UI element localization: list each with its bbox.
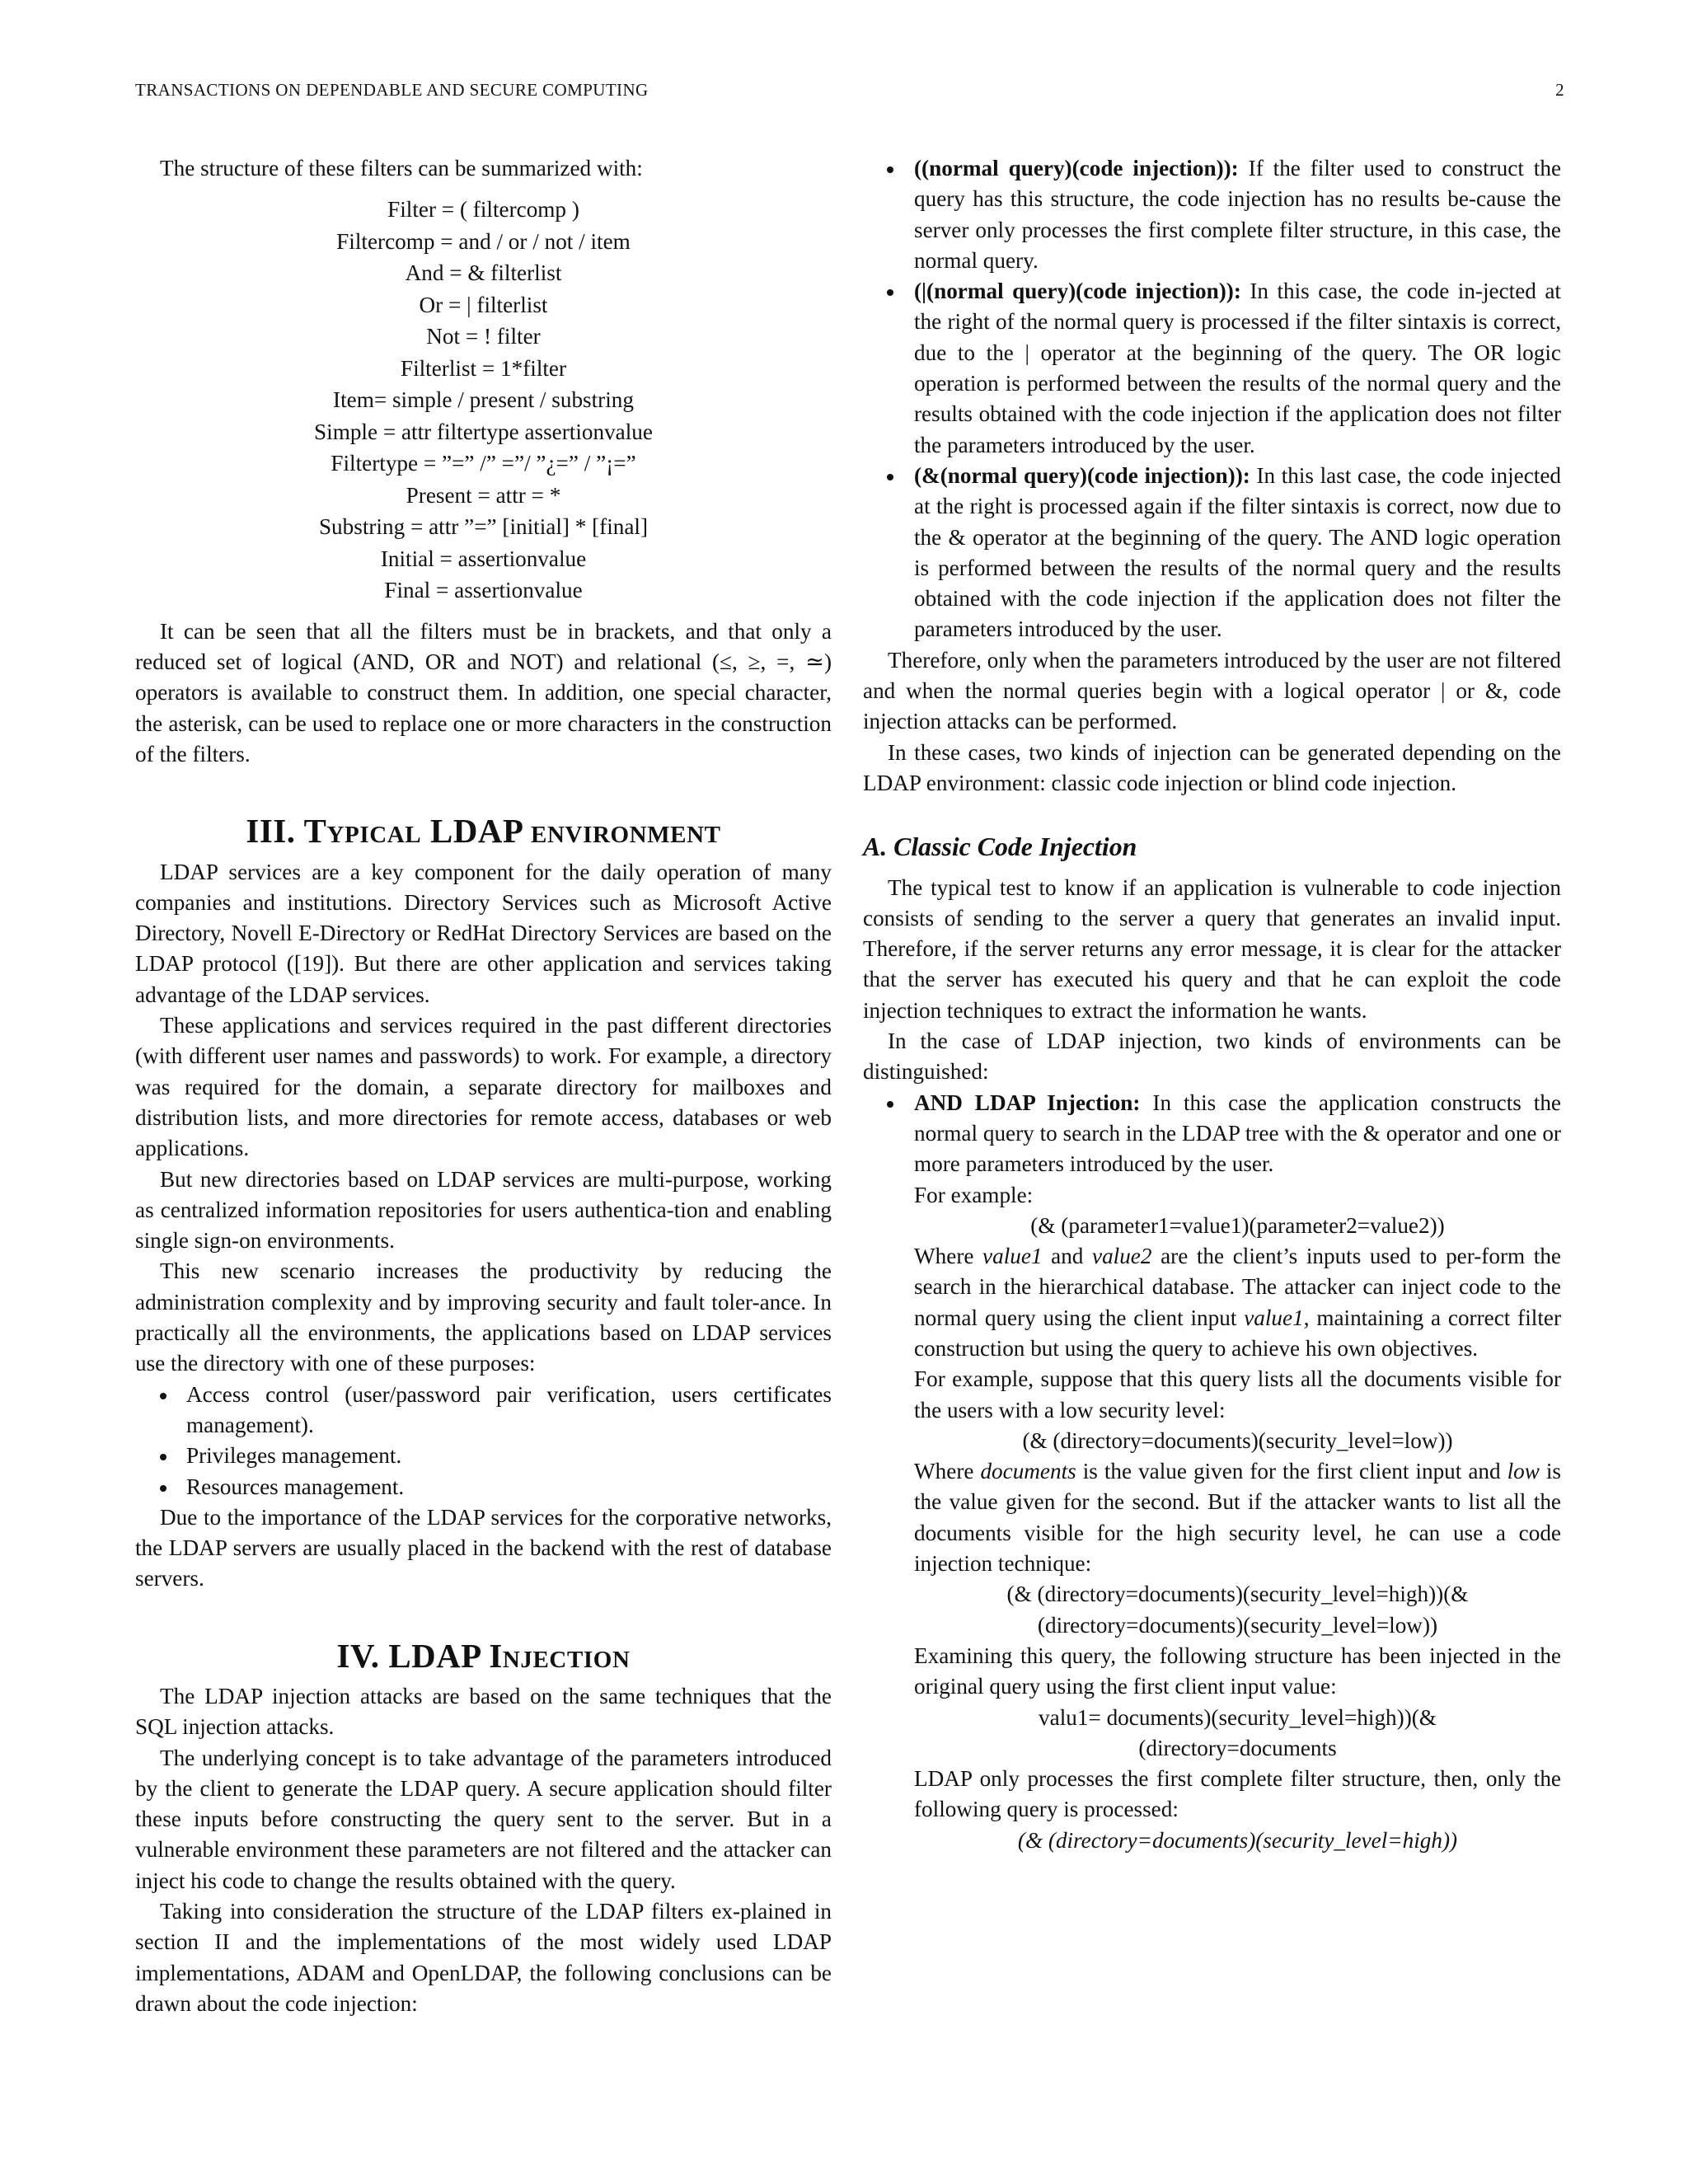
grammar-line: Not = ! filter xyxy=(426,324,541,349)
paragraph: These applications and services required in the past different directories (with different user names and passwords) to work. For example, a directory was required for the domain, a separate directory for mailboxes and distribution lists, and more directories for remote access, databases or web applications. xyxy=(135,1013,832,1161)
bullet-icon xyxy=(160,1393,166,1399)
list-item: (&(normal query)(code injection)): In this last case, the code injected at the right is processed again if the filter sintaxis is correct, now due to the & operator at the beginning of the query. The AND logic operation is performed between the results of the normal query and the results obtained with the code injection if the application does not filter the parameters introduced by the user. xyxy=(863,461,1561,645)
bullet-icon xyxy=(160,1485,166,1492)
paragraph: Therefore, only when the parameters introduced by the user are not filtered and when the normal queries begin with a logical operator | or &, code injection attacks can be performed. xyxy=(863,647,1561,734)
paragraph: LDAP services are a key component for the daily operation of many companies and institutions. Directory Services such as Microsoft Active Directory, Novell E-Directory or RedHat Directory Services are based on the LDAP protocol ([19]). But there are other application and services taking advantage of the LDAP services. xyxy=(135,859,832,1007)
grammar-line: Final = assertionvalue xyxy=(384,578,583,603)
list-item: ((normal query)(code injection)): If the filter used to construct the query has this structure, the code injection has no results be-cause the server only processes the first complete filter structure, in this case, the normal query. xyxy=(863,153,1561,276)
environment-list xyxy=(863,1088,1561,1856)
paragraph: In these cases, two kinds of injection can be generated depending on the LDAP environment: classic code injection or blind code injection. xyxy=(863,739,1561,795)
subsection-heading: A. Classic Code Injection xyxy=(863,832,1137,862)
journal-title: TRANSACTIONS ON DEPENDABLE AND SECURE COMPUTING xyxy=(135,80,649,100)
bullet-icon xyxy=(160,1454,166,1460)
ldap-query: (& (directory=documents)(security_level=low)) xyxy=(1022,1427,1453,1453)
running-header xyxy=(135,77,1564,102)
ldap-query: (& (directory=documents)(security_level=high)) xyxy=(1017,1827,1458,1853)
injection-cases-list xyxy=(863,153,1561,645)
grammar-line: Filtercomp = and / or / not / item xyxy=(336,228,631,254)
paragraph: Due to the importance of the LDAP services for the corporative networks, the LDAP servers are usually placed in the backend with the rest of database servers. xyxy=(135,1504,832,1591)
left-column xyxy=(135,153,832,2019)
filter-grammar xyxy=(135,194,832,607)
right-column xyxy=(863,153,1561,1856)
grammar-line: Filterlist = 1*filter xyxy=(400,355,567,381)
injected-structure: valu1= documents)(security_level=high))(& (directory=documents xyxy=(1039,1704,1437,1760)
grammar-line: Or = | filterlist xyxy=(419,292,548,317)
bullet-icon xyxy=(887,474,893,480)
grammar-line: Simple = attr filtertype assertionvalue xyxy=(314,419,653,444)
list-item: Access control (user/password pair verification, users certificates management). xyxy=(135,1380,832,1441)
page-number: 2 xyxy=(1555,80,1564,100)
list-item: Privileges management. xyxy=(135,1441,832,1471)
section-heading: III. Typical LDAP environment xyxy=(246,813,721,851)
paragraph: This new scenario increases the productivity by reducing the administration complexity and by improving security and fault toler-ance. In practically all the environments, the applications based on LDAP services use the directory with one of these purposes: xyxy=(135,1258,832,1376)
section-heading: IV. LDAP Injection xyxy=(336,1637,631,1675)
bullet-icon xyxy=(887,1101,893,1108)
grammar-line: Present = attr = * xyxy=(406,482,561,508)
paragraph: The typical test to know if an application is vulnerable to code injection consists of sending to the server a query that generates an invalid input. Therefore, if the server returns any error message, it is clear for the attacker that the server has executed his query and that he can exploit the code injection techniques to extract the information he wants. xyxy=(863,874,1561,1023)
list-item: (|(normal query)(code injection)): In this case, the code in-jected at the right of the normal query is processed if the filter sintaxis is correct, due to the | operator at the beginning of the query. The OR logic operation is performed between the results of the normal query and the results obtained with the code injection if the application does not filter the parameters introduced by the user. xyxy=(863,276,1561,461)
grammar-line: Item= simple / present / substring xyxy=(333,387,634,413)
grammar-line: Filter = ( filtercomp ) xyxy=(387,197,579,223)
list-item: Resources management. xyxy=(135,1472,832,1502)
bullet-icon xyxy=(887,166,893,173)
paragraph: In the case of LDAP injection, two kinds of environments can be distinguished: xyxy=(863,1029,1561,1085)
paragraph: The underlying concept is to take advantage of the parameters introduced by the client to generate the LDAP query. A secure application should filter these inputs before constructing the query sent to the server. But in a vulnerable environment these parameters are not filtered and the attacker can inject his code to change the results obtained with the query. xyxy=(135,1745,832,1893)
bullet-icon xyxy=(887,289,893,296)
grammar-line: Filtertype = ”=” /” =”/ ”¿=” / ”¡=” xyxy=(331,451,636,476)
grammar-line: Substring = attr ”=” [initial] * [final] xyxy=(318,514,649,540)
paragraph: Taking into consideration the structure of the LDAP filters ex-plained in section II and the implementations of the most widely used LDAP implementations, ADAM and OpenLDAP, the following conclusions can be drawn about the code injection: xyxy=(135,1899,832,2016)
grammar-intro: The structure of these filters can be summarized with: xyxy=(160,156,643,180)
ldap-query: (& (parameter1=value1)(parameter2=value2)) xyxy=(1030,1212,1445,1238)
grammar-line: And = & filterlist xyxy=(405,260,562,286)
list-item: AND LDAP Injection: In this case the application constructs the normal query to search in the LDAP tree with the & operator and one or more parameters introduced by the user. For example: (& (parameter1=value1)(parameter2=value2)) Where value1 and value2 are the client’s inputs used to per-form the search in the hierarchical database. The attacker can inject code to the normal query using the client input value1, maintaining a correct filter construction but using the query to achieve his own objectives. For example, suppose that this query lists all the documents visible for the users with a low security level: (& (directory=documents)(security_level=low)) Where documents is the value given for the first client input and low is the value given for the second. But if the attacker wants to list all the documents visible for the high security level, he can use a code injection technique: (& (directory=documents)(security_level=high))(& (directory=documents)(security_level=low)) Examining this query, the following structure has been injected in the original query using the first client input value: valu1= documents)(security_level=high))(& (directory=documents LDAP only processes the first complete filter structure, then, only the following query is processed: (& (directory=documents)(security_level=high)) xyxy=(863,1088,1561,1856)
paragraph: It can be seen that all the filters must be in brackets, and that only a reduced set of logical (AND, OR and NOT) and relational (≤, ≥, =, ≃) operators is available to construct them. In addition, one special character, the asterisk, can be used to replace one or more characters in the construction of the filters. xyxy=(135,618,832,766)
grammar-line: Initial = assertionvalue xyxy=(380,546,587,571)
ldap-query: (& (directory=documents)(security_level=high))(& (directory=documents)(security_level=low)) xyxy=(1006,1582,1469,1638)
purpose-list xyxy=(135,1380,832,1502)
paragraph: But new directories based on LDAP services are multi-purpose, working as centralized information repositories for users authentica-tion and enabling single sign-on environments. xyxy=(135,1166,832,1254)
paragraph: The LDAP injection attacks are based on the same techniques that the SQL injection attacks. xyxy=(135,1684,832,1740)
